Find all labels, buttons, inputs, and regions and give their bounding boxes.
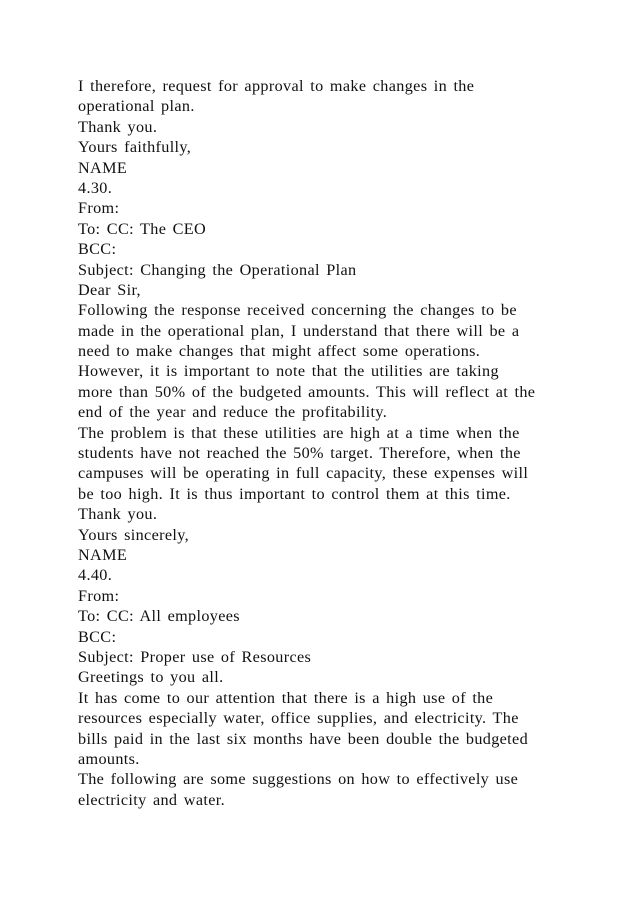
text-line: need to make changes that might affect some operations. xyxy=(78,342,481,361)
text-line: It has come to our attention that there is a high use of the xyxy=(78,688,494,707)
salutation: Dear Sir, xyxy=(78,280,141,299)
text-line: Following the response received concerning the changes to be xyxy=(78,301,517,320)
text-line: campuses will be operating in full capacity, these expenses will xyxy=(78,464,529,483)
salutation: Greetings to you all. xyxy=(78,668,224,687)
text-line: be too high. It is thus important to control them at this time. xyxy=(78,484,511,503)
text-line: The following are some suggestions on how to effectively use xyxy=(78,770,519,789)
text-line: bills paid in the last six months have been double the budgeted xyxy=(78,729,529,748)
text-line: I therefore, request for approval to make changes in the xyxy=(78,77,475,95)
closing-thanks: Thank you. xyxy=(78,117,158,136)
memo-subject: Subject: Proper use of Resources xyxy=(78,647,312,666)
section-number: 4.30. xyxy=(78,178,113,197)
text-line: electricity and water. xyxy=(78,790,225,809)
text-line: resources especially water, office supplies, and electricity. The xyxy=(78,709,519,728)
memo-from: From: xyxy=(78,199,120,218)
memo-subject: Subject: Changing the Operational Plan xyxy=(78,260,357,279)
memo-to: To: CC: The CEO xyxy=(78,219,207,238)
memo-bcc: BCC: xyxy=(78,240,117,259)
text-line: operational plan. xyxy=(78,97,195,116)
section-number: 4.40. xyxy=(78,566,113,585)
text-line: end of the year and reduce the profitability. xyxy=(78,403,388,422)
sign-off: Yours faithfully, xyxy=(78,138,192,157)
document-body xyxy=(78,76,578,810)
signature-name: NAME xyxy=(78,545,128,564)
text-line: students have not reached the 50% target. Therefore, when the xyxy=(78,444,521,463)
text-line: made in the operational plan, I understand that there will be a xyxy=(78,321,520,340)
memo-from: From: xyxy=(78,586,120,605)
memo-to: To: CC: All employees xyxy=(78,607,240,626)
memo-bcc: BCC: xyxy=(78,627,117,646)
closing-thanks: Thank you. xyxy=(78,505,158,524)
text-line: However, it is important to note that the utilities are taking xyxy=(78,362,499,381)
text-line: more than 50% of the budgeted amounts. This will reflect at the xyxy=(78,382,536,401)
text-line: The problem is that these utilities are high at a time when the xyxy=(78,423,520,442)
sign-off: Yours sincerely, xyxy=(78,525,190,544)
text-line: amounts. xyxy=(78,749,140,768)
signature-name: NAME xyxy=(78,158,128,177)
